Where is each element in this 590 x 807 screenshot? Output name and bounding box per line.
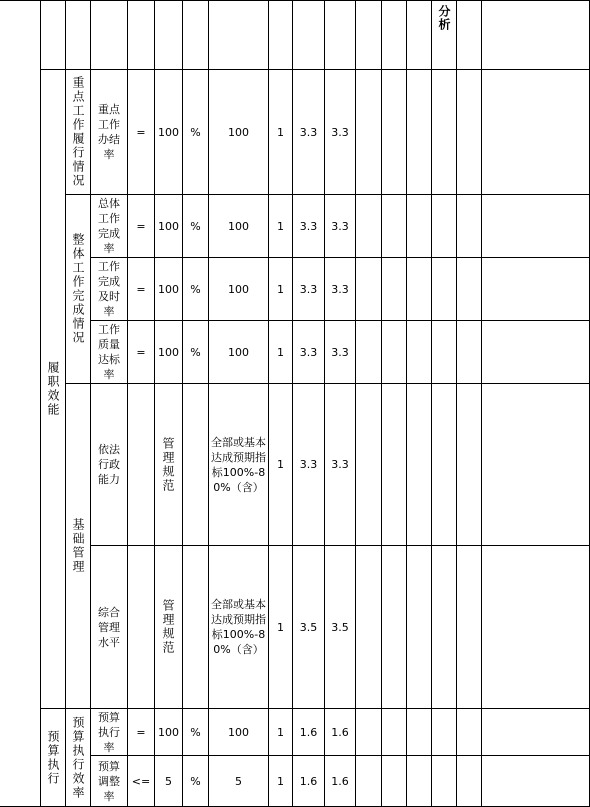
weight-cell — [269, 709, 292, 755]
unit-cell — [183, 195, 208, 257]
analysis-header — [432, 1, 456, 73]
actual-value: 全部或基本达成预期指标100%-80%（含） — [211, 435, 266, 494]
got-cell — [325, 321, 355, 383]
weight-cell — [269, 321, 292, 383]
grid-line — [481, 0, 482, 807]
dimension-label: 履职效能 — [46, 361, 60, 417]
got-value: 1.6 — [331, 774, 349, 788]
score-cell — [293, 756, 324, 806]
group-cell — [66, 195, 90, 383]
budget-subcategory-label: 预算执行效率 — [71, 715, 85, 800]
indicator-cell — [93, 756, 125, 806]
indicator-name: 综合管理水平 — [98, 605, 120, 649]
actual-value: 100 — [228, 282, 249, 296]
got-cell — [325, 709, 355, 755]
weight-value: 1 — [277, 774, 284, 788]
score-cell — [293, 384, 324, 545]
got-cell — [325, 195, 355, 257]
indicator-name: 总体工作完成率 — [98, 197, 120, 255]
target-cell — [155, 195, 182, 257]
score-cell — [293, 258, 324, 320]
unit-cell — [183, 709, 208, 755]
score-value: 1.6 — [299, 725, 318, 739]
grid-line — [431, 0, 432, 807]
actual-cell — [209, 258, 268, 320]
actual-value: 100 — [228, 345, 249, 359]
actual-cell — [209, 70, 268, 194]
unit-value: % — [190, 345, 201, 359]
grid-line — [90, 0, 91, 807]
score-value: 3.5 — [299, 620, 318, 634]
unit-cell — [183, 321, 208, 383]
actual-cell — [211, 546, 266, 708]
weight-value: 1 — [277, 125, 284, 139]
target-cell — [155, 70, 182, 194]
target-cell — [155, 709, 182, 755]
operator-cell — [128, 756, 154, 806]
indicator-name: 工作完成及时率 — [98, 260, 120, 318]
target-value: 100 — [158, 219, 179, 233]
actual-value: 5 — [235, 774, 242, 788]
target-cell — [155, 321, 182, 383]
actual-cell — [209, 709, 268, 755]
grid-line — [0, 0, 590, 1]
analysis-header-label: 分析 — [437, 5, 451, 31]
standard-value: 管理规范 — [161, 599, 175, 655]
unit-value: % — [190, 219, 201, 233]
operator-cell — [128, 709, 154, 755]
weight-value: 1 — [277, 219, 284, 233]
got-value: 1.6 — [331, 725, 349, 739]
group-overall-work-label: 整体工作完成情况 — [71, 233, 85, 345]
indicator-cell — [93, 321, 125, 383]
actual-value: 全部或基本达成预期指标100%-80%（含） — [211, 598, 266, 656]
indicator-name: 重点工作办结率 — [98, 103, 120, 161]
dimension-cell — [41, 70, 65, 708]
unit-cell — [183, 756, 208, 806]
operator-value: = — [136, 125, 146, 139]
group-key-work-label: 重点工作履行情况 — [71, 76, 85, 188]
indicator-cell — [93, 70, 125, 194]
score-value: 3.3 — [299, 219, 318, 233]
actual-value: 100 — [228, 125, 249, 139]
standard-value: 管理规范 — [161, 436, 175, 493]
got-value: 3.3 — [331, 219, 349, 233]
operator-value: = — [136, 725, 146, 739]
weight-cell — [269, 384, 292, 545]
weight-cell — [269, 756, 292, 806]
actual-value: 100 — [228, 219, 249, 233]
got-value: 3.5 — [331, 620, 349, 634]
indicator-name: 预算执行率 — [98, 710, 120, 754]
target-cell — [155, 258, 182, 320]
unit-cell — [183, 258, 208, 320]
score-value: 3.3 — [299, 458, 318, 471]
grid-line — [381, 0, 382, 807]
score-cell — [293, 70, 324, 194]
score-cell — [293, 195, 324, 257]
unit-value: % — [190, 125, 201, 139]
indicator-cell — [93, 709, 125, 755]
target-value: 100 — [158, 345, 179, 359]
budget-category-cell — [41, 709, 65, 806]
operator-cell — [128, 258, 154, 320]
score-cell — [293, 546, 324, 708]
grid-line — [456, 0, 457, 807]
actual-cell — [209, 321, 268, 383]
unit-cell — [183, 70, 208, 194]
operator-value: = — [136, 345, 146, 359]
got-value: 3.3 — [331, 345, 349, 359]
indicator-name: 依法行政能力 — [98, 443, 120, 486]
got-value: 3.3 — [331, 458, 349, 471]
indicator-cell — [93, 258, 125, 320]
weight-cell — [269, 258, 292, 320]
weight-cell — [269, 70, 292, 194]
score-cell — [293, 321, 324, 383]
got-cell — [325, 258, 355, 320]
weight-cell — [269, 195, 292, 257]
target-value: 100 — [158, 282, 179, 296]
actual-cell — [211, 384, 266, 545]
operator-value: = — [136, 282, 146, 296]
unit-value: % — [190, 282, 201, 296]
unit-value: % — [190, 725, 201, 739]
operator-value: <= — [131, 774, 151, 788]
actual-cell — [209, 195, 268, 257]
budget-category-label: 预算执行 — [46, 729, 60, 786]
target-value: 5 — [165, 774, 172, 788]
got-cell — [325, 70, 355, 194]
group-cell — [66, 70, 90, 194]
standard-cell — [128, 546, 208, 708]
weight-value: 1 — [277, 458, 284, 471]
weight-value: 1 — [277, 620, 284, 634]
target-value: 100 — [158, 125, 179, 139]
got-value: 3.3 — [331, 125, 349, 139]
score-cell — [293, 709, 324, 755]
operator-cell — [128, 70, 154, 194]
got-cell — [325, 546, 355, 708]
indicator-cell — [93, 546, 125, 708]
indicator-name: 工作质量达标率 — [98, 323, 120, 381]
operator-value: = — [136, 219, 146, 233]
got-cell — [325, 384, 355, 545]
operator-cell — [128, 195, 154, 257]
grid-line — [355, 0, 356, 807]
score-value: 3.3 — [299, 282, 318, 296]
target-value: 100 — [158, 725, 179, 739]
indicator-cell — [93, 195, 125, 257]
actual-value: 100 — [228, 725, 249, 739]
unit-value: % — [190, 774, 201, 788]
score-value: 1.6 — [299, 774, 318, 788]
standard-cell — [128, 384, 208, 545]
group-cell — [66, 384, 90, 708]
weight-value: 1 — [277, 282, 284, 296]
operator-cell — [128, 321, 154, 383]
indicator-cell — [93, 384, 125, 545]
group-basic-mgmt-label: 基础管理 — [71, 518, 85, 574]
got-value: 3.3 — [331, 282, 349, 296]
score-value: 3.3 — [299, 345, 318, 359]
budget-subcategory-cell — [66, 709, 90, 806]
score-value: 3.3 — [299, 125, 318, 139]
weight-value: 1 — [277, 725, 284, 739]
weight-cell — [269, 546, 292, 708]
grid-line — [406, 0, 407, 807]
actual-cell — [209, 756, 268, 806]
target-cell — [155, 756, 182, 806]
indicator-name: 预算调整率 — [98, 759, 120, 803]
weight-value: 1 — [277, 345, 284, 359]
got-cell — [325, 756, 355, 806]
